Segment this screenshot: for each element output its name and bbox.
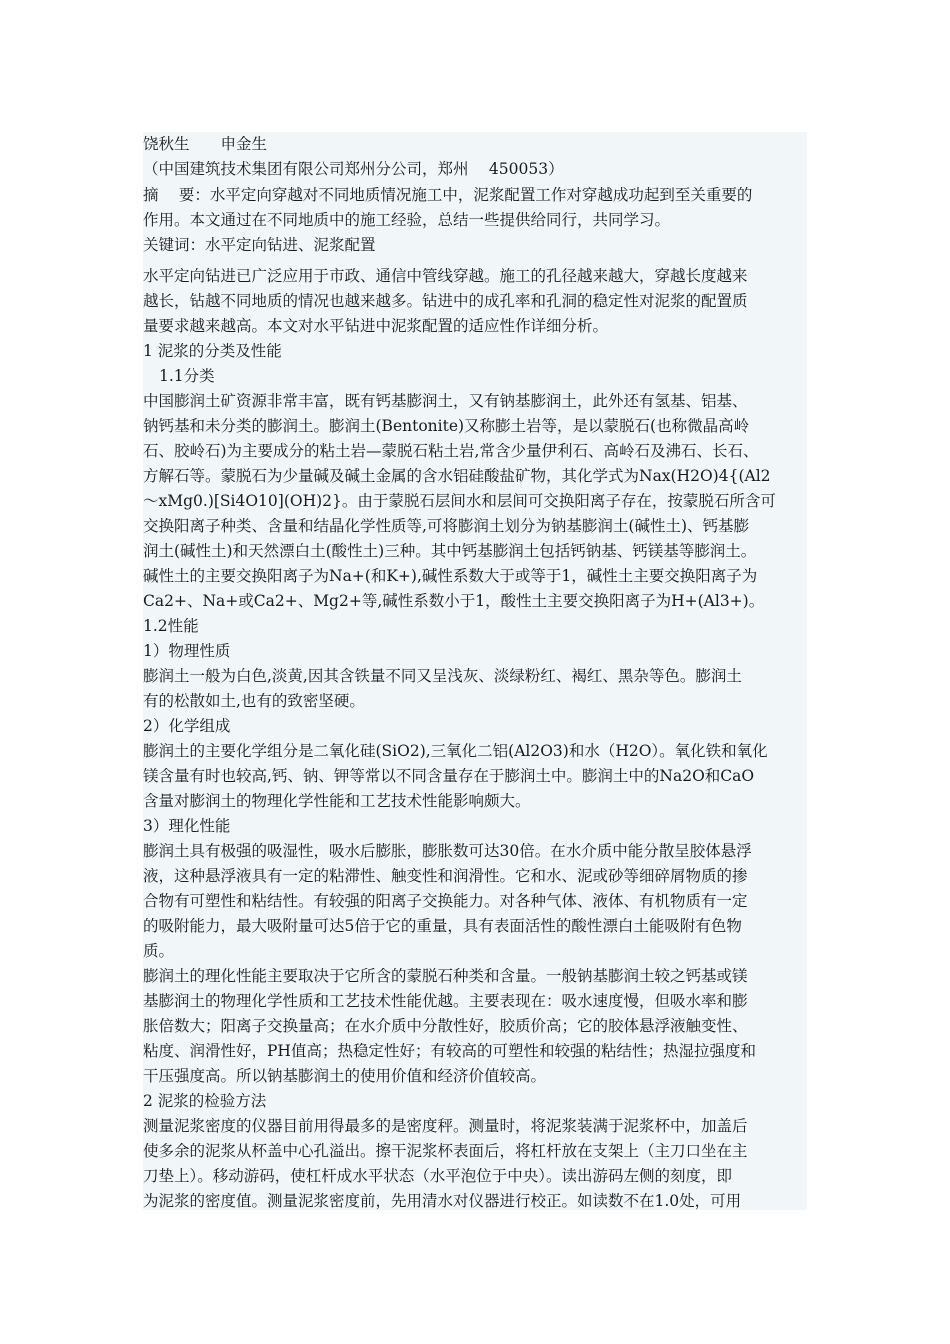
subsection-heading: 3）理化性能 xyxy=(143,817,231,835)
body-line: 测量泥浆密度的仪器目前用得最多的是密度秤。测量时，将泥浆装满于泥浆杯中，加盖后 xyxy=(143,1117,748,1135)
body-line: 液，这种悬浮液具有一定的粘滞性、触变性和润滑性。它和水、泥或砂等细碎屑物质的掺 xyxy=(143,867,748,885)
section-1-heading: 1 泥浆的分类及性能 xyxy=(143,342,282,360)
intro-line: 越长，钻越不同地质的情况也越来越多。钻进中的成孔率和孔洞的稳定性对泥浆的配置质 xyxy=(143,292,748,310)
body-line: 使多余的泥浆从杯盖中心孔溢出。擦干泥浆杯表面后，将杠杆放在支架上（主刀口坐在主 xyxy=(143,1142,748,1160)
body-line: 胀倍数大；阳离子交换量高；在水介质中分散性好，胶质价高；它的胶体悬浮液触变性、 xyxy=(143,1017,748,1035)
body-line: 润土(碱性土)和天然漂白土(酸性土)三种。其中钙基膨润土包括钙钠基、钙镁基等膨润土。 xyxy=(143,542,757,560)
body-line: 膨润土的理化性能主要取决于它所含的蒙脱石种类和含量。一般钠基膨润土较之钙基或镁 xyxy=(143,967,748,985)
body-line: 石、胶岭石)为主要成分的粘土岩—蒙脱石粘土岩,常含少量伊利石、高岭石及沸石、长石、 xyxy=(143,442,759,460)
intro-line: 水平定向钻进已广泛应用于市政、通信中管线穿越。施工的孔径越来越大，穿越长度越来 xyxy=(143,267,748,285)
body-line: 有的松散如土,也有的致密坚硬。 xyxy=(143,692,365,710)
authors: 饶秋生 申金生 xyxy=(143,135,268,153)
body-line: 碱性土的主要交换阳离子为Na+(和K+),碱性系数大于或等于1，碱性土主要交换阳离子为 xyxy=(143,567,758,585)
body-line: 中国膨润土矿资源非常丰富，既有钙基膨润土，又有钠基膨润土，此外还有氢基、铝基、 xyxy=(143,392,748,410)
abstract-line: 摘 要：水平定向穿越对不同地质情况施工中，泥浆配置工作对穿越成功起到至关重要的 xyxy=(143,186,753,204)
body-line: 为泥浆的密度值。测量泥浆密度前，先用清水对仪器进行校正。如读数不在1.0处，可用 xyxy=(143,1192,742,1210)
body-line: 方解石等。蒙脱石为少量碱及碱土金属的含水铝硅酸盐矿物，其化学式为Nax(H2O)4{(Al2 xyxy=(143,467,771,485)
affiliation: （中国建筑技术集团有限公司郑州分公司，郑州 450053） xyxy=(143,160,564,178)
body-line: 钠钙基和未分类的膨润土。膨润土(Bentonite)又称膨土岩等，是以蒙脱石(也称微晶高岭 xyxy=(143,417,750,435)
section-1-2-heading: 1.2性能 xyxy=(143,617,199,635)
body-line: ～xMg0.)[Si4O10](OH)2}。由于蒙脱石层间水和层间可交换阳离子存在，按蒙脱石所含可 xyxy=(143,492,776,510)
body-line: 刀垫上）。移动游码，使杠杆成水平状态（水平泡位于中央）。读出游码左侧的刻度，即 xyxy=(143,1167,733,1185)
document-page xyxy=(143,132,807,1210)
body-line: 质。 xyxy=(143,942,175,960)
body-line: 的吸附能力，最大吸附量可达5倍于它的重量，具有表面活性的酸性漂白土能吸附有色物 xyxy=(143,917,742,935)
body-line: 合物有可塑性和粘结性。有较强的阳离子交换能力。对各种气体、液体、有机物质有一定 xyxy=(143,892,748,910)
abstract-line: 作用。本文通过在不同地质中的施工经验，总结一些提供给同行，共同学习。 xyxy=(143,211,671,229)
body-line: 膨润土的主要化学组分是二氧化硅(SiO2),三氧化二铝(Al2O3)和水（H2O）。氧化铁和氧化 xyxy=(143,742,768,760)
body-line: 膨润土一般为白色,淡黄,因其含铁量不同又呈浅灰、淡绿粉红、褐红、黑杂等色。膨润土 xyxy=(143,667,742,685)
subsection-heading: 2）化学组成 xyxy=(143,717,231,735)
body-line: 干压强度高。所以钠基膨润土的使用价值和经济价值较高。 xyxy=(143,1067,547,1085)
body-line: 膨润土具有极强的吸湿性，吸水后膨胀，膨胀数可达30倍。在水介质中能分散呈胶体悬浮 xyxy=(143,842,752,860)
section-2-heading: 2 泥浆的检验方法 xyxy=(143,1092,267,1110)
body-line: Ca2+、Na+或Ca2+、Mg2+等,碱性系数小于1，酸性土主要交换阳离子为H+(Al3+)。 xyxy=(143,592,765,610)
body-line: 交换阳离子种类、含量和结晶化学性质等,可将膨润土划分为钠基膨润土(碱性土)、钙基膨 xyxy=(143,517,750,535)
body-line: 基膨润土的物理化学性质和工艺技术性能优越。主要表现在：吸水速度慢，但吸水率和膨 xyxy=(143,992,748,1010)
subsection-heading: 1）物理性质 xyxy=(143,642,231,660)
section-1-1-heading: 1.1分类 xyxy=(159,367,215,385)
intro-line: 量要求越来越高。本文对水平钻进中泥浆配置的适应性作详细分析。 xyxy=(143,317,609,335)
body-line: 含量对膨润土的物理化学性能和工艺技术性能影响颇大。 xyxy=(143,792,531,810)
body-line: 粘度、润滑性好，PH值高；热稳定性好；有较高的可塑性和较强的粘结性；热湿拉强度和 xyxy=(143,1042,756,1060)
body-line: 镁含量有时也较高,钙、钠、钾等常以不同含量存在于膨润土中。膨润土中的Na2O和CaO xyxy=(143,767,755,785)
keywords: 关键词：水平定向钻进、泥浆配置 xyxy=(143,236,376,254)
